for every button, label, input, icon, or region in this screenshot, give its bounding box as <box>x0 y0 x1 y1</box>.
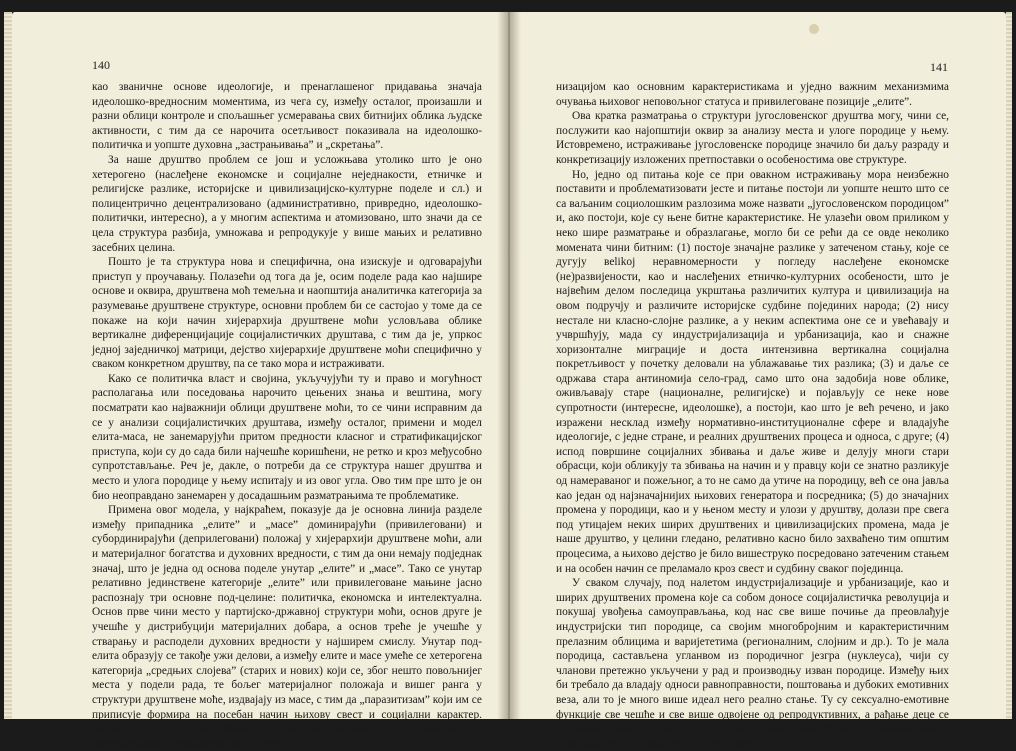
left-page-text <box>92 80 482 751</box>
paper-stain <box>809 24 819 34</box>
paragraph: У сваком случају, под налетом индустријализације и урбанизације, као и ширих друштвених промена које са собом доносе социјалистичка револуција и покушај увођења самоуправљања, код нас све више почиње да преовлађује индустријски тип породице, са својим многобројним и карактеристичним прелазним облицима и варијететима (регионалним, слојним и др.). То је мала породица, састављена угланвом из породичног језгра (нуклеуса), чији су чланови претежно укључени у рад и производњу изван породице. Између њих би требало да владају односи равноправности, поштовања и дубоких емотивних веза, али то је много више идеал него реално стање. Ту су сексуално-емотивне функције све чешће и све више одвојене од репродуктивних, а рађање деце се радикално смањује. Све постоји правна равноправност жена и њихова знатно већа запосленост изван куће и породице (с <box>556 577 949 750</box>
page-edge-right <box>1006 12 1012 719</box>
paragraph: Пошто је та структура нова и специфична, она изискује и одговарајући приступ у проучавању. Полазећи од тога да је, осим поделе рада као најшире основе и оквира, друштвена моћ темељна и наопштија аналитичка категорија за разумевање друштвене структуре, основни проблем би се састојао у томе да се покаже на који начин хијерархија друштвене моћи условљава облике вертикалне диференцијације социјалистичких друштава, с тим да је, упркос једној заједничкој матрици, дејство хијерархије друштвене моћи специфично у сваком конкретном друштву, па се тако мора и истраживати. <box>92 256 482 371</box>
left-page <box>12 12 509 750</box>
book-gutter <box>497 12 521 719</box>
page-edge-left <box>4 12 12 719</box>
paragraph: Како се политичка власт и својина, укључујући ту и право и могућност располагања или поседовања нарочито цењених знања и вештина, могу посматрати као најважнији облици друштвене моћи, то се чини исправним да се у анализи социјалистичких друштава, између осталог, примени и модел елита-маса, не занемарујући притом предности класног и стратификацијског приступа, који су до сада били најчешће коришћени, не ретко и кроз међусобно супротстављање. Реч је, дакле, о потреби да се структура нашег друштва и место и улога породице у њему испитају и из овог угла. Ово тим пре што је он био неоправдано занемарен у досадашњим разматрањима те проблематике. <box>92 372 482 502</box>
paragraph: као званичне основе идеологије, и пренаглашеног придавања значаја идеолошко-вредносним моментима, из чега су, између осталог, произашли и разни облици контроле и спољашњег усмеравања свих битнијих облика људске активности, с тим да се нарочита осетљивост показивала на идеолошко-политичка и уопште духовна „застрањивања” и „скретања”. <box>92 81 482 152</box>
paragraph: Примена овог модела, у најкраћем, показује да је основна линија разделе између припадника „елите” и „масе” доминирајући (привилеговани) и субординирајући (деприлеговани) положај у хијерархији друштвене моћи, али и материјалног богатства и духовних вредности, с тим да они немају подједнак значај, што је једна од основа поделе унутар „елите” и „масе”. Тако се унутар релативно јединствене категорије „елите” или привилеговане мањине јасно распознају три основне под-целине: политичка, економска и интелектуална. Основ прве чини место у партијско-државној структури моћи, основ друге је учешће у дистрибуцији материјалних добара, а основ треће је учешће у стварању и расподели духовних вредности у најширем смислу. Унутар под-елита образују се такође ужи делови, а између елите и масе умеће се хетерогена категорија „средњих слојева” (старих и нових) који се, због нешто повољнијег места у подели рада, те бољег материјалног положаја и вишег ранга у структури друштвене моће, издвајају из масе, с тим да „паразитизам” који им се приписује формира на посебан начин њихову свест и социјални карактер. Најзад, језгро деприлегованих слојева чине радништво и сељаштво, са маргиналношћу, атомизацијом и хетероге- <box>92 504 482 750</box>
paragraph: низацијом као основним карактеристикама и уједно важним механизмима очувања њиховог неповољног статуса и привилеговане позиције „елите”. <box>556 81 949 108</box>
paragraph: За наше друштво проблем се још и усложњава утолико што је оно хетерогено (наслеђене економске и социјалне неједнакости, етничке и религијске разлике, историјске и цивилизацијско-културне поделе и сл.) и полицентрично децентрализовано (административно, привредно, идеолошко-политички, интересно), а у многим аспектима и атомизовано, што значи да се цела структура разбија, умножава и репродукује у више мањих и релативно засебних целина. <box>92 153 482 254</box>
right-page <box>509 12 1006 750</box>
right-page-text <box>556 80 949 751</box>
page-number-right: 141 <box>930 60 948 74</box>
page-number-left: 140 <box>92 58 110 72</box>
paragraph: Но, једно од питања које се при овакном истраживању мора неизбежно поставити и проблематизовати јесте и питање постоји ли уопште нешто што се са ваљаним социолошким разлозима може назвати „југословенском породицом” и, ако постоји, које су њене битне карактеристике. Не улазећи овом приликом у неко шире разматрање и образлагање, могло би се рећи да се овде неколико момената чини битним: (1) постоје значајне разлике у затеченом стању, које се дугују веlikoj неравномерности у погледу наслеђене економске (не)развијености, као и наслеђених етничко-културних особености, што је највећим делом последица укрштања различитих култура и цивилизација на овом подручју и различите историјске судбине појединих народа; (2) нису нестале ни класно-слојне разлике, а у неким аспектима оне се и увећавају и учвршћују, мада су индустријализација и урбанизација, као и снажне хоризонталне миграције и доста интензивна вертикална социјална покретљивост у почетку деловали на ублажавање тих разлика; (3) и даље се одржава стара антиномија село-град, само што она задобија нове облике, оживљавају старе (националне, религијске) и појављују се неке нове супротности (интересне, идеолошке), а постоји, као што је већ речено, и јако изражени несклад између нормативно-институционалне сфере и владајуће идеологије, с једне стране, и реалних друштвених процеса и односа, с друге; (4) испод површине социјалних збивања и даље живе и делују многи стари обрасци, који обликују та збивања на начин и у правцу који се знатно разликује од намераваног и пожељног, а то не само да утиче на породицу, већ се она јавља као један од најзначајнијих њихових генератора и посредника; (5) до значајних промена у породици, као и у њеном месту и улози у друштву, долази пре свега под утицајем неких ширих друштвених и цивилизацијских промена, мада је наше друштво, у целини гледано, релативно касно било захваћено тим општим процесима, а њихово дејство је било вишеструко посредовано затеченим стањем и на особен начин се преламало кроз свест и судбину сваког појединца. <box>556 168 949 575</box>
paragraph: Ова кратка разматрања о структури југословенског друштва могу, чини се, послужити као најопштији оквир за анализу места и улоге породице у њему. Истовремено, истраживање југословенске породице значило би даљу разраду и конкретизацију изложених претпоставки о особеностима ове структуре. <box>556 110 949 166</box>
